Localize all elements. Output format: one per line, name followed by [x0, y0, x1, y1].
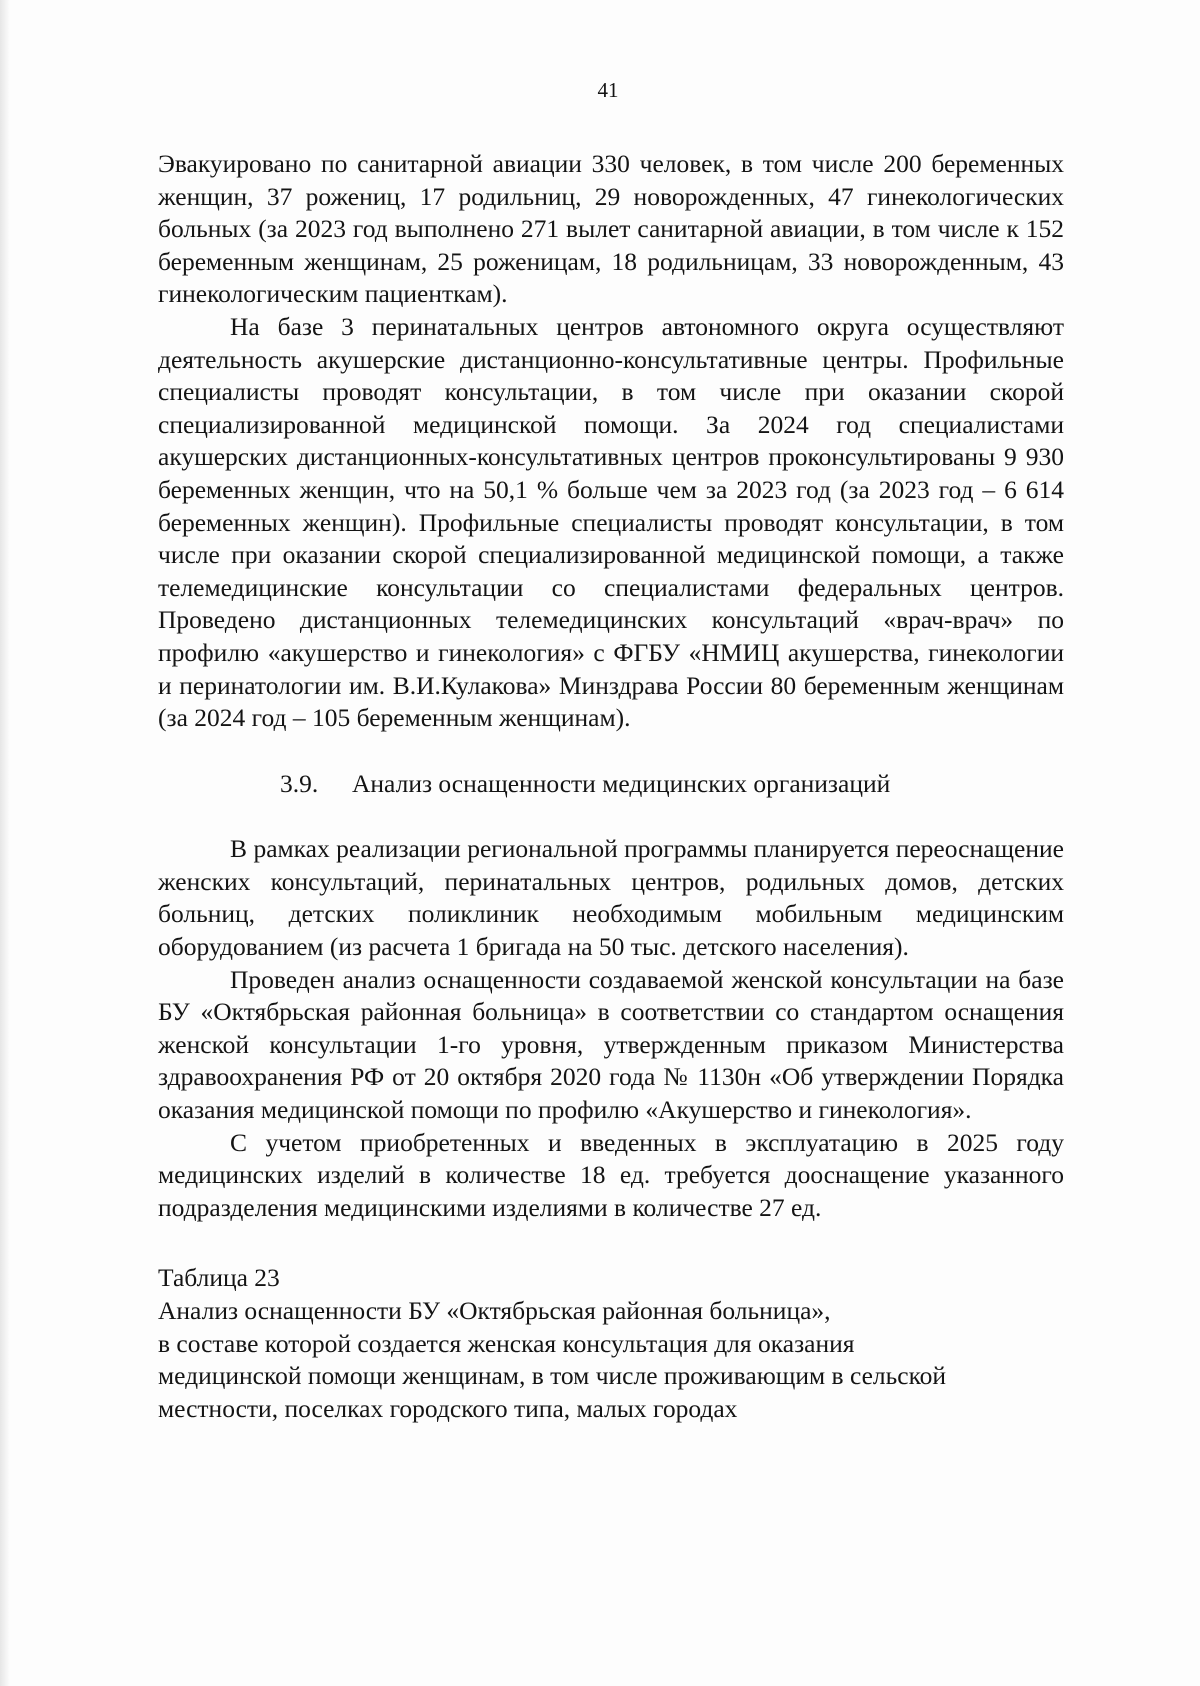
document-body — [158, 148, 1064, 1425]
table-caption-line-4: местности, поселках городского типа, малых городах — [158, 1393, 738, 1423]
table-label: Таблица 23 — [158, 1263, 280, 1293]
table-caption-line-1: Анализ оснащенности БУ «Октябрьская районная больница», — [158, 1296, 831, 1325]
page-number: 41 — [597, 78, 619, 102]
section-number: 3.9. — [280, 768, 319, 798]
paragraph-regional-program: В рамках реализации региональной программы планируется переоснащение женских консультаций, перинатальных центров, родильных домов, детских больниц, детских поликлиник необходимым мобильным медицинским оборудованием (из расчета 1 бригада на 50 тыс. детского населения). — [158, 834, 1064, 962]
scan-edge — [0, 0, 10, 1686]
table-caption-line-2: в составе которой создается женская консультация для оказания — [158, 1328, 855, 1358]
paragraph-equipment-analysis: Проведен анализ оснащенности создаваемой женской консультации на базе БУ «Октябрьская районная больница» в соответствии со стандартом оснащения женской консультации 1-го уровня, утвержденным приказом Министерства здравоохранения РФ от 20 октября 2020 года № 1130н «Об утверждении Порядка оказания медицинской помощи по профилю «Акушерство и гинекология». — [158, 964, 1064, 1125]
table-caption-line-3: медицинской помощи женщинам, в том числе проживающим в сельской — [158, 1361, 947, 1391]
paragraph-medical-devices: С учетом приобретенных и введенных в эксплуатацию в 2025 году медицинских изделий в количестве 18 ед. требуется дооснащение указанного подразделения медицинскими изделиями в количестве 27 ед. — [158, 1127, 1064, 1222]
paragraph-perinatal-centers: На базе 3 перинатальных центров автономного округа осуществляют деятельность акушерские дистанционно-консультативные центры. Профильные специалисты проводят консультации, в том числе при оказании скорой специализированной медицинской помощи. За 2024 год специалистами акушерских дистанционных-консультативных центров проконсультированы 9 930 беременных женщин, что на 50,1 % больше чем за 2023 год (за 2023 год – 6 614 беременных женщин). Профильные специалисты проводят консультации, в том числе при оказании скорой специализированной медицинской помощи, а также телемедицинские консультации со специалистами федеральных центров. Проведено дистанционных телемедицинских консультаций «врач-врач» по профилю «акушерство и гинекология» с ФГБУ «НМИЦ акушерства, гинекологии и перинатологии им. В.И.Кулакова» Минздрава России 80 беременным женщинам (за 2024 год – 105 беременным женщинам). — [158, 311, 1064, 733]
paragraph-evacuation: Эвакуировано по санитарной авиации 330 человек, в том числе 200 беременных женщин, 37 рожениц, 17 родильниц, 29 новорожденных, 47 гинекологических больных (за 2023 год выполнено 271 вылет санитарной авиации, в том числе к 152 беременным женщинам, 25 роженицам, 18 родильницам, 33 новорожденным, 43 гинекологическим пациенткам). — [158, 149, 1064, 309]
section-title: Анализ оснащенности медицинских организаций — [352, 768, 891, 798]
section-heading — [158, 768, 1064, 801]
